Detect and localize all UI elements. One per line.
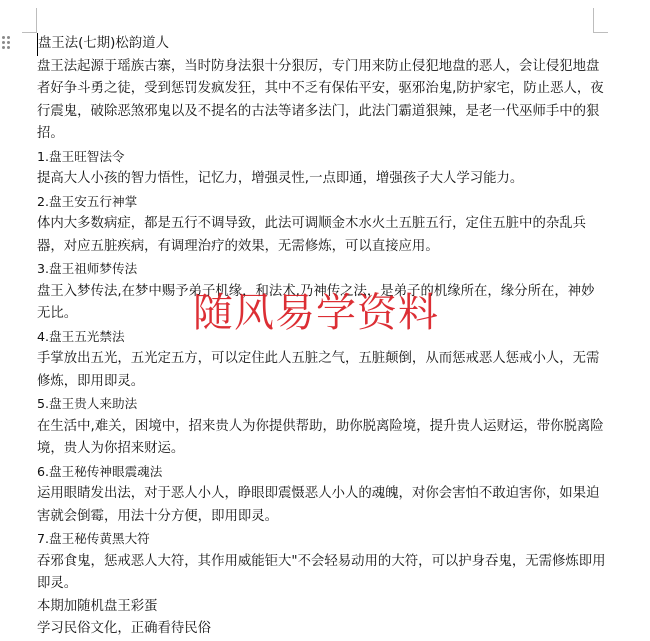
closing-line: 学习民俗文化，正确看待民俗 <box>37 621 212 636</box>
section-body: 盘王入梦传法,在梦中赐予弟子机缘，和法术,乃神传之法，是弟子的机缘所在，缘分所在，神妙无比。 <box>37 283 595 321</box>
section-body: 提高大人小孩的智力悟性，记忆力，增强灵性,一点即通，增强孩子大人学习能力。 <box>37 171 524 186</box>
section-heading: 7.盘王秘传黄黑大符 <box>37 531 150 546</box>
page-corner-mark-right <box>593 8 608 33</box>
intro-paragraph: 盘王法起源于瑶族古寨，当时防身法狠十分狠厉，专门用来防止侵犯地盘的恶人，会让侵犯地盘者好争斗勇之徒，受到惩罚发疯发狂，其中不乏有保佑平安，驱邪治鬼,防护家宅，防止恶人，夜行震鬼，破除恶煞邪鬼以及不提名的古法等诸多法门，此法门霸道狠辣，是老一代巫师手中的狠招。 <box>37 58 604 141</box>
section-heading: 6.盘王秘传神眼震魂法 <box>37 463 163 479</box>
section-heading: 4.盘王五光禁法 <box>37 328 125 344</box>
section-body: 在生活中,难关，困境中，招来贵人为你提供帮助，助你脱离险境，提升贵人运财运，带你脱离险境，贵人为你招来财运。 <box>37 418 604 456</box>
section-body: 手掌放出五光，五光定五方，可以定住此人五脏之气，五脏颠倒，从而惩戒恶人惩戒小人，无需修炼，即用即灵。 <box>37 351 600 389</box>
section-body: 吞邪食鬼，惩戒恶人大符，其作用威能钜大"不会轻易动用的大符，可以护身吞鬼，无需修炼即用即灵。 <box>37 553 606 591</box>
section-heading: 1.盘王旺智法令 <box>37 148 125 164</box>
section-heading: 5.盘王贵人来助法 <box>37 396 138 411</box>
watermark-text: 随风易学资料 <box>193 290 439 336</box>
table-move-handle-icon[interactable] <box>2 36 12 48</box>
section-heading: 2.盘王安五行神掌 <box>37 193 138 209</box>
closing-line: 本期加随机盘王彩蛋 <box>37 598 158 614</box>
section-body: 体内大多数病症，都是五行不调导致，此法可调顺金木水火土五脏五行，定住五脏中的杂乱兵器，对应五脏疾病，有调理治疗的效果，无需修炼，可以直接应用。 <box>37 216 587 254</box>
document-title: 盘王法(七期)松韵道人 <box>37 33 607 56</box>
page-corner-mark-left <box>22 8 37 33</box>
section-heading: 3.盘王祖师梦传法 <box>37 261 138 276</box>
section-body: 运用眼睛发出法，对于恶人小人，睁眼即震慑恶人小人的魂魄，对你会害怕不敢迫害你，如果迫害就会倒霉，用法十分方便，即用即灵。 <box>37 486 600 524</box>
